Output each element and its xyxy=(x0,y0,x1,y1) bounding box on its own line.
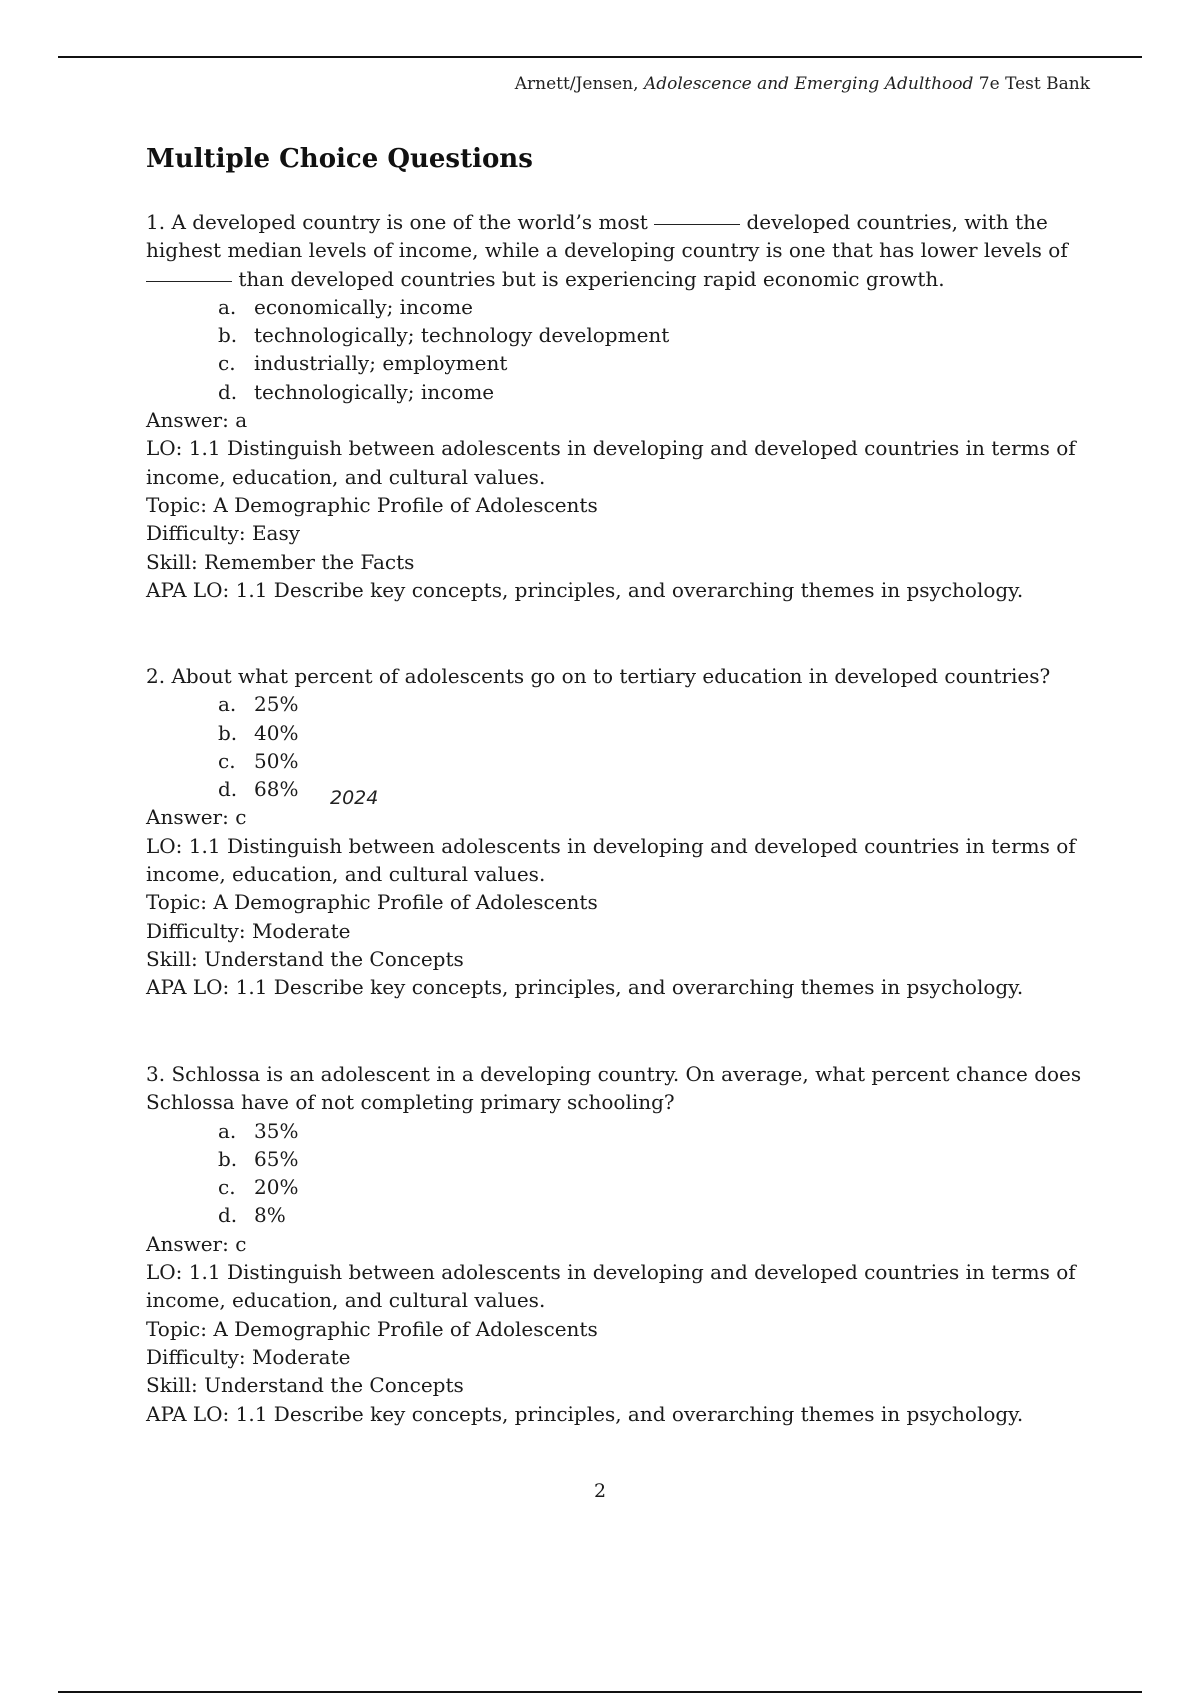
option-text: industrially; employment xyxy=(254,351,508,376)
option-text: technologically; technology development xyxy=(254,323,670,348)
skill-line: Skill: Understand the Concepts xyxy=(146,946,464,971)
option-letter: d. xyxy=(218,777,238,802)
question-1-options xyxy=(146,293,1086,406)
option-item xyxy=(146,775,1086,803)
lo-line: LO: 1.1 Distinguish between adolescents in developing and developed countries in terms of income, education, and cultural values. xyxy=(146,833,1076,887)
question-2-stem: 2. About what percent of adolescents go on to tertiary education in developed countries? xyxy=(146,664,1051,688)
option-letter: b. xyxy=(218,323,238,348)
section-title: Multiple Choice Questions xyxy=(146,144,533,174)
topic-line: Topic: A Demographic Profile of Adolescents xyxy=(146,890,598,915)
option-text: 68% xyxy=(254,777,299,802)
option-item xyxy=(146,1145,1086,1173)
option-item xyxy=(146,690,1086,718)
skill-line: Skill: Remember the Facts xyxy=(146,549,415,574)
option-letter: a. xyxy=(218,692,237,717)
option-text: 65% xyxy=(254,1146,299,1171)
option-text: economically; income xyxy=(254,294,473,319)
option-item xyxy=(146,1201,1086,1229)
option-item xyxy=(146,378,1086,406)
question-1-stem xyxy=(146,208,1086,293)
header-edition: 7e Test Bank xyxy=(978,74,1090,94)
difficulty-line: Difficulty: Moderate xyxy=(146,918,351,943)
option-item xyxy=(146,321,1086,349)
option-text: technologically; income xyxy=(254,379,495,404)
lo-line: LO: 1.1 Distinguish between adolescents in developing and developed countries in terms of income, education, and cultural values. xyxy=(146,1260,1076,1313)
option-text: 40% xyxy=(254,720,299,745)
apa-lo-line: APA LO: 1.1 Describe key concepts, principles, and overarching themes in psychology. xyxy=(146,975,1024,1000)
question-1-meta xyxy=(146,406,1086,604)
apa-lo-line: APA LO: 1.1 Describe key concepts, principles, and overarching themes in psychology. xyxy=(146,1401,1024,1426)
question-2-options xyxy=(146,690,1086,803)
answer-line: Answer: c xyxy=(146,1231,247,1256)
option-text: 25% xyxy=(254,692,299,717)
question-3-stem: 3. Schlossa is an adolescent in a developing country. On average, what percent chance does Schlossa have of not completing primary schooling? xyxy=(146,1062,1082,1115)
option-letter: c. xyxy=(218,748,236,773)
question-2 xyxy=(146,662,1086,1002)
topic-line: Topic: A Demographic Profile of Adolescents xyxy=(146,492,598,517)
option-letter: d. xyxy=(218,379,238,404)
answer-line: Answer: c xyxy=(146,805,247,830)
header-authors: Arnett/Jensen, xyxy=(514,74,639,94)
difficulty-line: Difficulty: Easy xyxy=(146,521,301,546)
question-2-meta xyxy=(146,803,1086,1001)
option-letter: a. xyxy=(218,1118,237,1143)
option-letter: b. xyxy=(218,1146,238,1171)
fill-in-blank xyxy=(146,280,232,282)
difficulty-line: Difficulty: Moderate xyxy=(146,1344,351,1369)
answer-line: Answer: a xyxy=(146,408,248,433)
header-rule xyxy=(58,56,1142,58)
option-letter: b. xyxy=(218,720,238,745)
question-3-options xyxy=(146,1117,1086,1230)
option-text: 8% xyxy=(254,1203,286,1228)
option-item xyxy=(146,349,1086,377)
footer-rule xyxy=(58,1691,1142,1693)
apa-lo-line: APA LO: 1.1 Describe key concepts, principles, and overarching themes in psychology. xyxy=(146,577,1024,602)
fill-in-blank xyxy=(654,223,740,225)
option-text: 20% xyxy=(254,1175,299,1200)
option-letter: c. xyxy=(218,351,236,376)
topic-line: Topic: A Demographic Profile of Adolescents xyxy=(146,1316,598,1341)
page-number: 2 xyxy=(593,1480,607,1502)
option-letter: a. xyxy=(218,294,237,319)
question-1-stem-part3: than developed countries but is experiencing rapid economic growth. xyxy=(238,266,945,291)
running-header xyxy=(515,74,1090,94)
header-book-title: Adolescence and Emerging Adulthood xyxy=(643,74,974,94)
skill-line: Skill: Understand the Concepts xyxy=(146,1373,464,1398)
option-item xyxy=(146,1117,1086,1145)
option-item xyxy=(146,293,1086,321)
question-1-stem-part2: developed countries, with the highest median levels of income, while a developing country is one that has lower levels of xyxy=(146,210,1068,263)
option-letter: d. xyxy=(218,1203,238,1228)
option-text: 50% xyxy=(254,748,299,773)
watermark-stamp: 2024 xyxy=(330,787,379,809)
question-1 xyxy=(146,208,1086,604)
option-item xyxy=(146,1173,1086,1201)
option-item xyxy=(146,747,1086,775)
question-3 xyxy=(146,1060,1086,1428)
question-1-stem-part1: 1. A developed country is one of the world’s most xyxy=(146,210,648,234)
option-item xyxy=(146,719,1086,747)
option-text: 35% xyxy=(254,1118,299,1143)
option-letter: c. xyxy=(218,1175,236,1200)
question-3-meta xyxy=(146,1230,1086,1428)
lo-line: LO: 1.1 Distinguish between adolescents in developing and developed countries in terms of income, education, and cultural values. xyxy=(146,436,1076,489)
